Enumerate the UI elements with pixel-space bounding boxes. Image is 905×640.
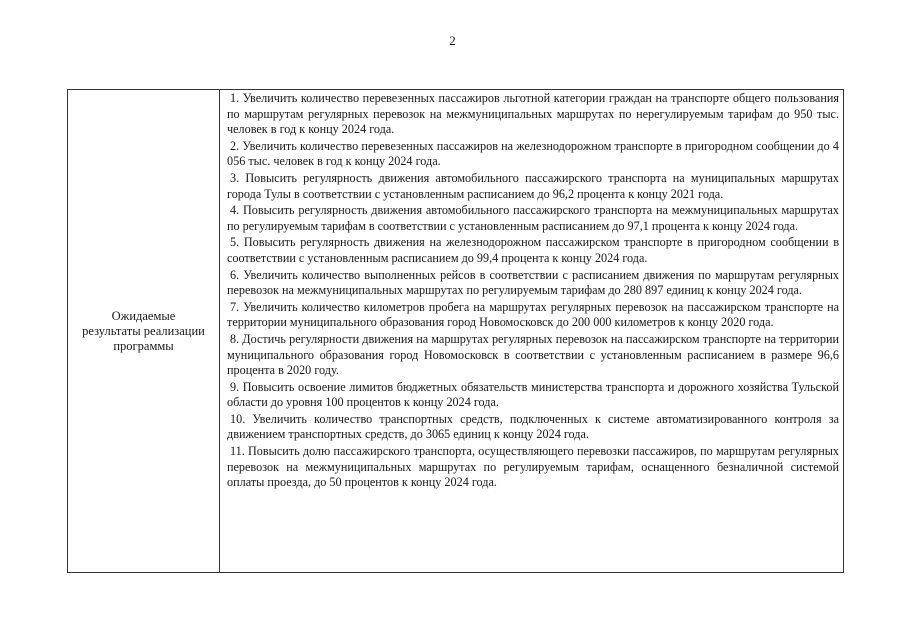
result-item: 1. Увеличить количество перевезенных пассажиров льготной категории граждан на транспорте общего пользования по маршрутам регулярных перевозок на межмуниципальных маршрутах по нерегулируемым тарифам до 950 тыс. человек в год к концу 2024 года. — [227, 91, 839, 137]
page-number: 2 — [449, 33, 456, 48]
results-table — [67, 89, 844, 573]
result-item: 2. Увеличить количество перевезенных пассажиров на железнодорожном транспорте в пригородном сообщении до 4 056 тыс. человек в год к концу 2024 года. — [227, 138, 839, 169]
result-item: 9. Повысить освоение лимитов бюджетных обязательств министерства транспорта и дорожного хозяйства Тульской области до уровня 100 процентов к концу 2024 года. — [227, 379, 839, 410]
result-item: 8. Достичь регулярности движения на маршрутах регулярных перевозок на пассажирском транспорте на территории муниципального образования город Новомосковск в соответствии с установленным расписанием в размере 96,6 процента в 2020 году. — [227, 331, 839, 378]
result-item: 4. Повысить регулярность движения автомобильного пассажирского транспорта на межмуниципальных маршрутах по регулируемым тарифам в соответствии с установленным расписанием до 97,1 процента к концу 2024 года. — [227, 203, 839, 233]
result-item: 6. Увеличить количество выполненных рейсов в соответствии с расписанием движения по маршрутам регулярных перевозок на межмуниципальных маршрутах по регулируемым тарифам до 280 897 единиц к концу 2024 года. — [227, 267, 839, 298]
row-label-cell — [68, 90, 220, 572]
row-label-line: результаты реализации — [82, 323, 205, 338]
result-item: 7. Увеличить количество километров пробега на маршрутах регулярных перевозок на пассажирском транспорте на территории муниципального образования город Новомосковск до 200 000 километров к концу 2020 года. — [227, 299, 839, 330]
row-label — [82, 309, 205, 354]
result-item: 10. Увеличить количество транспортных средств, подключенных к системе автоматизированного контроля за движением транспортных средств, до 3065 единиц к концу 2024 года. — [227, 411, 839, 442]
result-item: 11. Повысить долю пассажирского транспорта, осуществляющего перевозки пассажиров, по маршрутам регулярных перевозок на межмуниципальных маршрутах по регулируемым тарифам, оснащенного безналичной системой оплаты проезда, до 50 процентов к концу 2024 года. — [227, 444, 839, 490]
row-label-line: Ожидаемые — [111, 308, 176, 323]
result-item: 3. Повысить регулярность движения автомобильного пассажирского транспорта на муниципальных маршрутах города Тулы в соответствии с установленным расписанием до 96,2 процента к концу 2021 года. — [227, 170, 839, 201]
row-label-line: программы — [113, 338, 174, 353]
result-item: 5. Повысить регулярность движения на железнодорожном пассажирском транспорте в пригородном сообщении в соответствии с установленным расписанием до 99,4 процента к концу 2024 года. — [227, 235, 839, 265]
results-list — [220, 90, 843, 572]
